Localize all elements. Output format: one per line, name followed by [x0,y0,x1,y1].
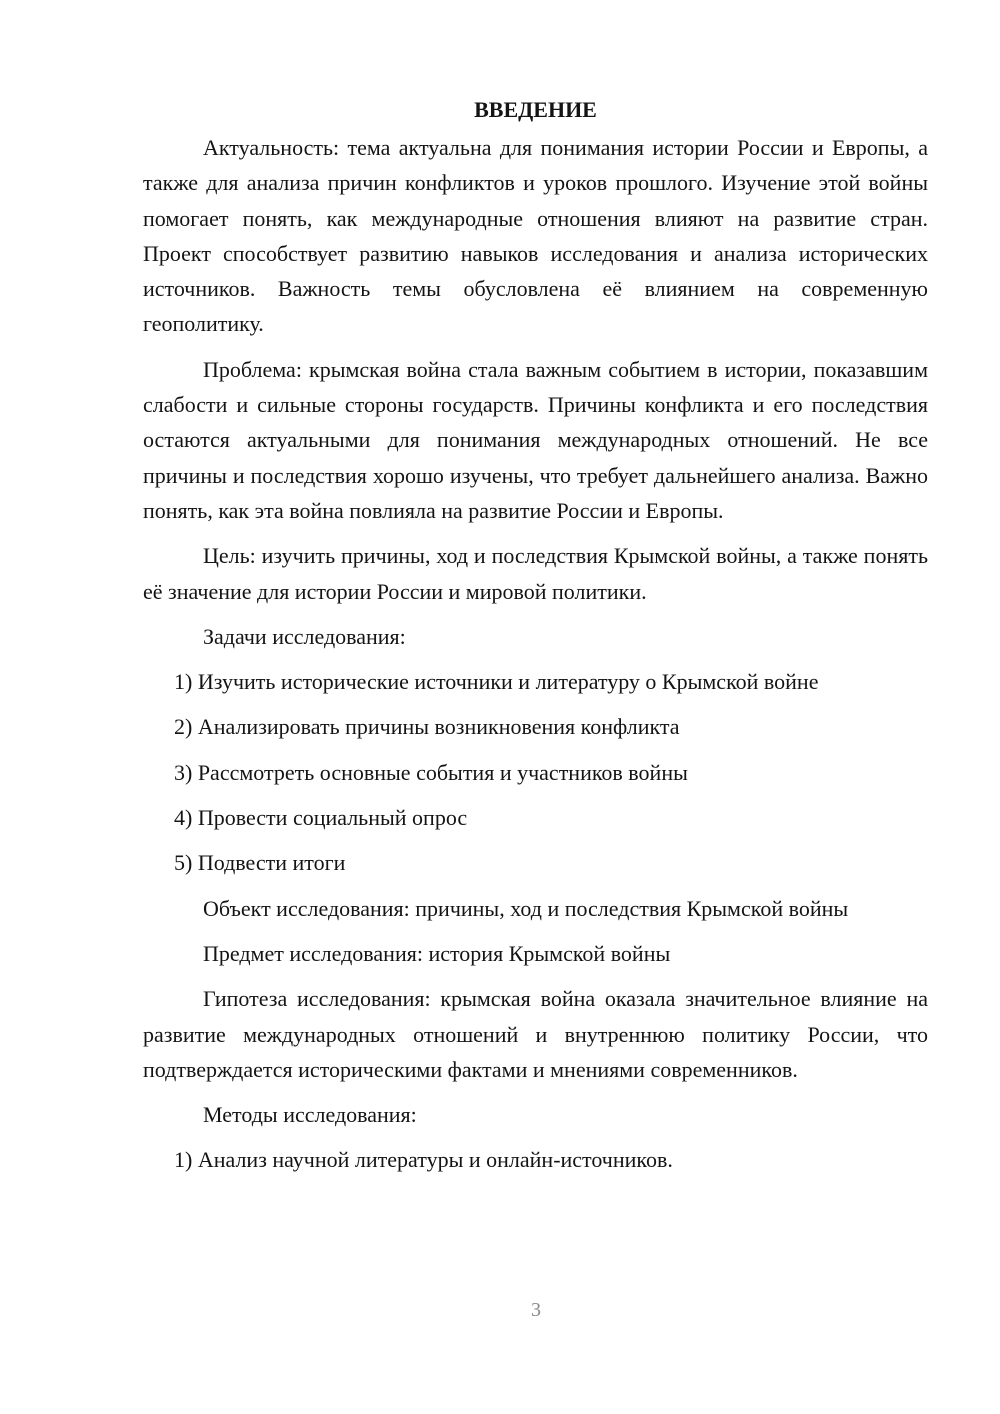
methods-heading: Методы исследования: [203,1102,417,1128]
task-item-5: 5) Подвести итоги [174,850,346,876]
page-number: 3 [531,1299,541,1321]
task-item-4: 4) Провести социальный опрос [174,805,468,831]
goal-paragraph: Цель: изучить причины, ход и последствия Крымской войны, а также понять её значение для истории России и мировой политики. [143,543,928,604]
tasks-list [143,664,928,880]
problem-paragraph: Проблема: крымская война стала важным событием в истории, показавшим слабости и сильные стороны государств. Причины конфликта и его последствия остаются актуальными для понимания международных отношений. Не все причины и последствия хорошо изучены, что требует дальнейшего анализа. Важно понять, как эта война повлияла на развитие России и Европы. [143,356,928,523]
task-item-1: 1) Изучить исторические источники и литературу о Крымской войне [174,669,819,695]
object-paragraph: Объект исследования: причины, ход и последствия Крымской войны [203,895,849,921]
relevance-paragraph: Актуальность: тема актуальна для понимания истории России и Европы, а также для анализа причин конфликтов и уроков прошлого. Изучение этой войны помогает понять, как международные отношения влияют на развитие стран. Проект способствует развитию навыков исследования и анализа исторических источников. Важность темы обусловлена её влиянием на современную геополитику. [143,135,928,337]
subject-paragraph: Предмет исследования: история Крымской войны [203,940,671,966]
method-item-1: 1) Анализ научной литературы и онлайн-источников. [174,1147,673,1173]
task-item-2: 2) Анализировать причины возникновения конфликта [174,714,680,740]
hypothesis-paragraph: Гипотеза исследования: крымская война оказала значительное влияние на развитие международных отношений и внутреннюю политику России, что подтверждается историческими фактами и мнениями современников. [143,986,928,1082]
tasks-heading: Задачи исследования: [203,623,406,649]
task-item-3: 3) Рассмотреть основные события и участников войны [174,759,688,785]
methods-list [143,1142,928,1177]
section-title: ВВЕДЕНИЕ [474,97,597,122]
document-page [143,92,928,1188]
